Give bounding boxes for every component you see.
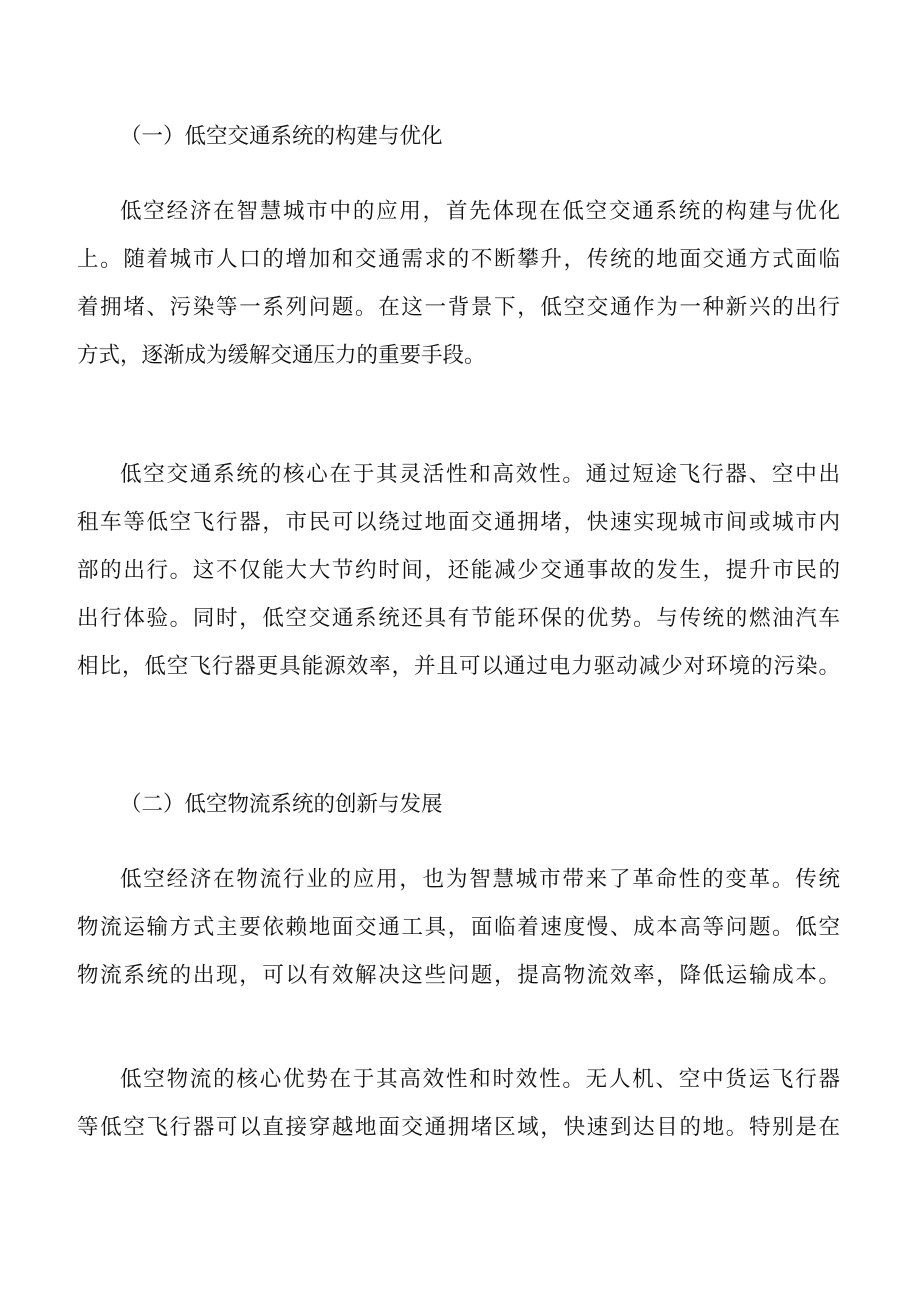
- paragraph-line: 低空交通系统的核心在于其灵活性和高效性。通过短途飞行器、空中出: [120, 462, 840, 487]
- heading-text: （一）低空交通系统的构建与优化: [120, 124, 443, 149]
- paragraph-line: 出行体验。同时，低空交通系统还具有节能环保的优势。与传统的燃油汽车: [77, 606, 840, 631]
- paragraph-line: 低空物流的核心优势在于其高效性和时效性。无人机、空中货运飞行器: [120, 1067, 840, 1092]
- paragraph-line: 上。随着城市人口的增加和交通需求的不断攀升，传统的地面交通方式面临: [77, 247, 840, 272]
- paragraph-line: 方式，逐渐成为缓解交通压力的重要手段。: [77, 343, 486, 368]
- paragraph-line: 着拥堵、污染等一系列问题。在这一背景下，低空交通作为一种新兴的出行: [77, 295, 840, 320]
- paragraph-4: [77, 1056, 840, 1152]
- paragraph-line: 物流运输方式主要依赖地面交通工具，面临着速度慢、成本高等问题。低空: [77, 915, 840, 940]
- section-heading-1: [120, 113, 840, 161]
- paragraph-line: 等低空飞行器可以直接穿越地面交通拥堵区域，快速到达目的地。特别是在: [77, 1115, 840, 1140]
- paragraph-3: [77, 856, 840, 1000]
- section-heading-2: [120, 781, 840, 829]
- paragraph-line: 租车等低空飞行器，市民可以绕过地面交通拥堵，快速实现城市间或城市内: [77, 510, 840, 535]
- paragraph-line: 低空经济在智慧城市中的应用，首先体现在低空交通系统的构建与优化: [120, 199, 840, 224]
- paragraph-line: 部的出行。这不仅能大大节约时间，还能减少交通事故的发生，提升市民的: [77, 558, 840, 583]
- heading-text: （二）低空物流系统的创新与发展: [120, 792, 443, 817]
- paragraph-2: [77, 451, 840, 691]
- paragraph-1: [77, 188, 840, 380]
- paragraph-line: 相比，低空飞行器更具能源效率，并且可以通过电力驱动减少对环境的污染。: [77, 654, 840, 679]
- paragraph-line: 物流系统的出现，可以有效解决这些问题，提高物流效率，降低运输成本。: [77, 963, 840, 988]
- paragraph-line: 低空经济在物流行业的应用，也为智慧城市带来了革命性的变革。传统: [120, 867, 840, 892]
